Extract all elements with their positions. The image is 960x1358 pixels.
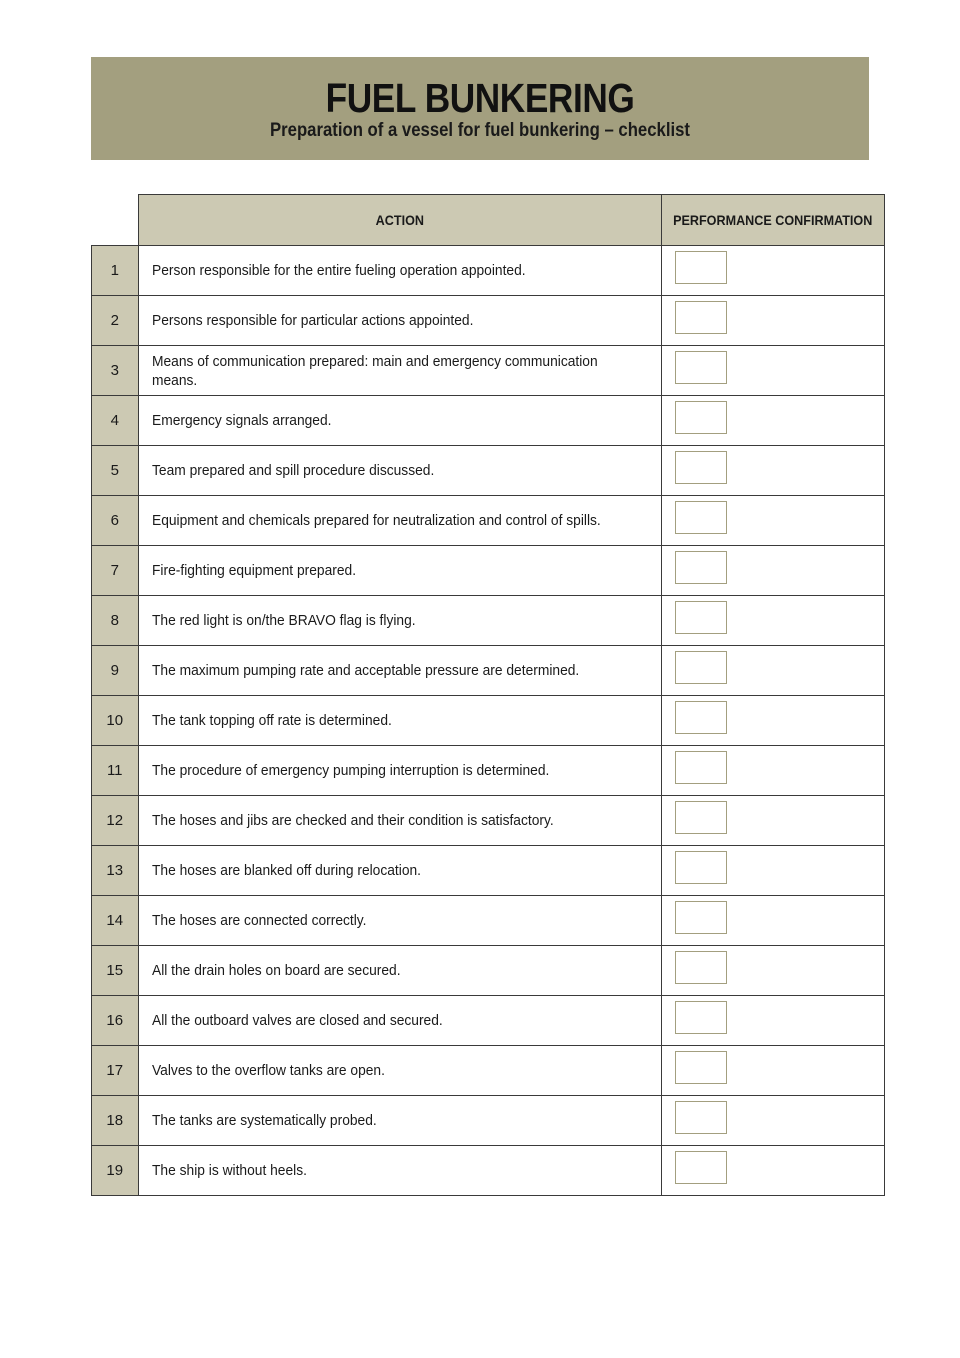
table-header-row [92, 195, 885, 246]
row-action-text: The maximum pumping rate and acceptable pressure are determined. [138, 646, 661, 696]
table-row [92, 296, 885, 346]
row-confirmation-cell [661, 796, 884, 846]
confirmation-checkbox[interactable] [675, 451, 727, 484]
row-action-text: The hoses and jibs are checked and their condition is satisfactory. [138, 796, 661, 846]
row-action-text: The tank topping off rate is determined. [138, 696, 661, 746]
table-row [92, 1146, 885, 1196]
table-row [92, 1046, 885, 1096]
row-number: 17 [92, 1046, 139, 1096]
row-number: 16 [92, 996, 139, 1046]
row-confirmation-cell [661, 346, 884, 396]
row-confirmation-cell [661, 646, 884, 696]
row-action-text: Team prepared and spill procedure discussed. [138, 446, 661, 496]
row-confirmation-cell [661, 546, 884, 596]
row-number: 14 [92, 896, 139, 946]
row-action-text: Fire-fighting equipment prepared. [138, 546, 661, 596]
row-confirmation-cell [661, 246, 884, 296]
row-number: 19 [92, 1146, 139, 1196]
table-row [92, 346, 885, 396]
row-number: 2 [92, 296, 139, 346]
confirmation-checkbox[interactable] [675, 401, 727, 434]
page-subtitle: Preparation of a vessel for fuel bunkering – checklist [269, 120, 690, 141]
row-number: 15 [92, 946, 139, 996]
confirmation-checkbox[interactable] [675, 251, 727, 284]
row-action-text: The red light is on/the BRAVO flag is flying. [138, 596, 661, 646]
row-action-text: Valves to the overflow tanks are open. [138, 1046, 661, 1096]
column-header-action: ACTION [138, 195, 661, 246]
row-action-text: All the drain holes on board are secured. [138, 946, 661, 996]
confirmation-checkbox[interactable] [675, 301, 727, 334]
confirmation-checkbox[interactable] [675, 851, 727, 884]
row-action-text: All the outboard valves are closed and secured. [138, 996, 661, 1046]
checklist-table [91, 194, 885, 1196]
row-number: 7 [92, 546, 139, 596]
row-number: 8 [92, 596, 139, 646]
row-action-text: The procedure of emergency pumping interruption is determined. [138, 746, 661, 796]
row-action-text: The hoses are blanked off during relocation. [138, 846, 661, 896]
row-number: 10 [92, 696, 139, 746]
row-confirmation-cell [661, 896, 884, 946]
confirmation-checkbox[interactable] [675, 501, 727, 534]
confirmation-checkbox[interactable] [675, 801, 727, 834]
confirmation-checkbox[interactable] [675, 1051, 727, 1084]
row-action-text: The tanks are systematically probed. [138, 1096, 661, 1146]
table-row [92, 846, 885, 896]
row-number: 1 [92, 246, 139, 296]
table-row [92, 896, 885, 946]
confirmation-checkbox[interactable] [675, 951, 727, 984]
table-row [92, 946, 885, 996]
confirmation-checkbox[interactable] [675, 551, 727, 584]
row-confirmation-cell [661, 496, 884, 546]
row-confirmation-cell [661, 1046, 884, 1096]
confirmation-checkbox[interactable] [675, 701, 727, 734]
table-row [92, 1096, 885, 1146]
column-header-confirmation: PERFORMANCE CONFIRMATION [661, 195, 884, 246]
table-row [92, 796, 885, 846]
row-confirmation-cell [661, 846, 884, 896]
confirmation-checkbox[interactable] [675, 1001, 727, 1034]
title-banner [91, 57, 869, 160]
table-row [92, 696, 885, 746]
row-action-text: Emergency signals arranged. [138, 396, 661, 446]
row-number: 12 [92, 796, 139, 846]
header-spacer [92, 195, 139, 246]
confirmation-checkbox[interactable] [675, 1101, 727, 1134]
checklist-body [92, 246, 885, 1196]
row-confirmation-cell [661, 296, 884, 346]
row-action-text: Person responsible for the entire fueling operation appointed. [138, 246, 661, 296]
row-action-text: Persons responsible for particular actions appointed. [138, 296, 661, 346]
table-row [92, 396, 885, 446]
confirmation-checkbox[interactable] [675, 751, 727, 784]
row-number: 9 [92, 646, 139, 696]
row-action-text: The ship is without heels. [138, 1146, 661, 1196]
row-number: 4 [92, 396, 139, 446]
row-action-text: The hoses are connected correctly. [138, 896, 661, 946]
row-confirmation-cell [661, 446, 884, 496]
row-confirmation-cell [661, 996, 884, 1046]
table-row [92, 546, 885, 596]
table-row [92, 646, 885, 696]
row-number: 3 [92, 346, 139, 396]
row-number: 5 [92, 446, 139, 496]
row-number: 13 [92, 846, 139, 896]
row-confirmation-cell [661, 696, 884, 746]
table-row [92, 496, 885, 546]
row-action-text: Equipment and chemicals prepared for neutralization and control of spills. [138, 496, 661, 546]
confirmation-checkbox[interactable] [675, 1151, 727, 1184]
row-action-text: Means of communication prepared: main and emergency communication means. [138, 346, 661, 396]
table-row [92, 446, 885, 496]
row-confirmation-cell [661, 1146, 884, 1196]
confirmation-checkbox[interactable] [675, 351, 727, 384]
row-confirmation-cell [661, 746, 884, 796]
row-number: 18 [92, 1096, 139, 1146]
confirmation-checkbox[interactable] [675, 601, 727, 634]
table-row [92, 746, 885, 796]
row-confirmation-cell [661, 596, 884, 646]
row-number: 6 [92, 496, 139, 546]
confirmation-checkbox[interactable] [675, 651, 727, 684]
page-title: FUEL BUNKERING [325, 75, 635, 121]
table-row [92, 996, 885, 1046]
table-row [92, 596, 885, 646]
row-confirmation-cell [661, 396, 884, 446]
row-confirmation-cell [661, 946, 884, 996]
row-number: 11 [92, 746, 139, 796]
row-confirmation-cell [661, 1096, 884, 1146]
table-row [92, 246, 885, 296]
confirmation-checkbox[interactable] [675, 901, 727, 934]
